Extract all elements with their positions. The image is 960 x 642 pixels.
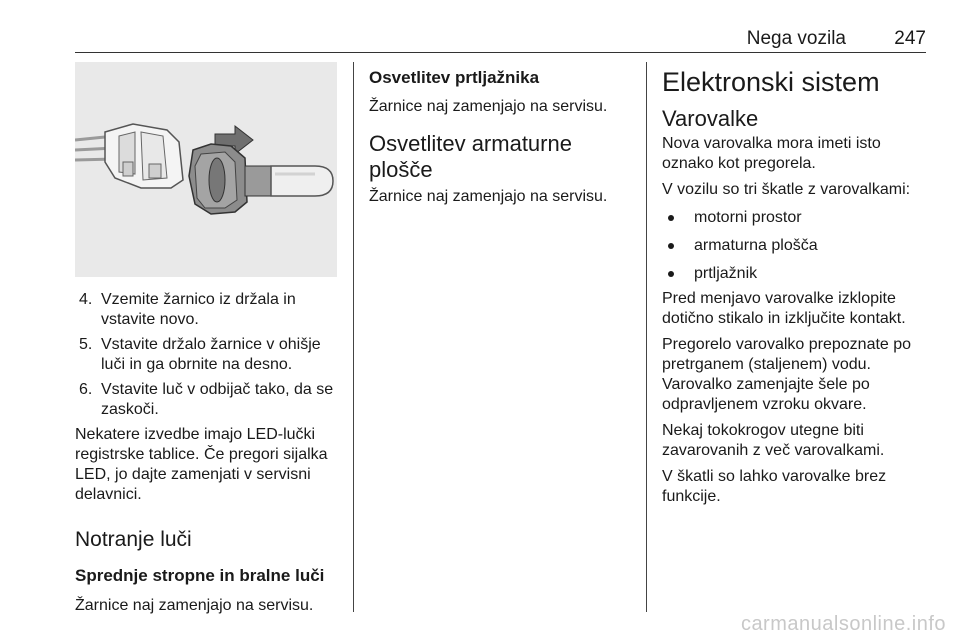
trunk-light-heading: Osvetlitev prtljažnika <box>369 68 540 87</box>
steps-list <box>75 290 340 420</box>
list-item-text: armaturna plošča <box>694 237 818 254</box>
dashboard-light-heading: Osvetlitev armaturne plošče <box>369 131 572 182</box>
list-item-text: prtljažnik <box>694 265 758 282</box>
fuse-paragraph-1: Nova varovalka mora imeti isto oznako kot pregorela. <box>662 135 881 172</box>
header-rule <box>75 52 926 53</box>
subheading: Sprednje stropne in bralne luči <box>75 566 325 585</box>
step-number: 5. <box>79 336 93 353</box>
fuse-paragraph-5: Nekaj tokokrogov utegne biti zavarovanih z več varovalkami. <box>662 422 885 459</box>
fuse-paragraph-2: V vozilu so tri škatle z varovalkami: <box>662 181 911 198</box>
list-item-text: motorni prostor <box>694 209 802 226</box>
list-item <box>662 264 932 284</box>
chapter-title: Nega vozila <box>746 28 846 49</box>
bullet-icon <box>668 271 674 277</box>
list-item <box>662 208 932 228</box>
fuse-box-list <box>662 208 932 284</box>
dashboard-light-text: Žarnice naj zamenjajo na servisu. <box>369 188 608 205</box>
fuse-paragraph-3: Pred menjavo varovalke izklopite dotično stikalo in izključite kontakt. <box>662 290 906 327</box>
fuse-paragraph-6: V škatli so lahko varovalke brez funkcije. <box>662 468 887 505</box>
section-heading: Notranje luči <box>75 528 192 551</box>
column-divider <box>646 62 647 612</box>
step-item <box>75 290 340 330</box>
bullet-icon <box>668 243 674 249</box>
subtext: Žarnice naj zamenjajo na servisu. <box>75 597 314 614</box>
left-column <box>75 290 340 616</box>
middle-column <box>369 67 639 207</box>
bulb-holder-illustration <box>75 62 337 277</box>
right-column <box>662 66 932 507</box>
page-number: 247 <box>894 28 926 49</box>
site-watermark: carmanualsonline.info <box>740 613 946 635</box>
page-header <box>75 22 926 50</box>
step-item <box>75 380 340 420</box>
trunk-light-text: Žarnice naj zamenjajo na servisu. <box>369 98 608 115</box>
list-item <box>662 236 932 256</box>
step-item <box>75 335 340 375</box>
bulb-holder-drawing <box>75 62 337 277</box>
step-text: Vstavite držalo žarnice v ohišje luči in ga obrnite na desno. <box>101 336 321 373</box>
step-text: Vstavite luč v odbijač tako, da se zaskoči. <box>101 381 334 418</box>
electronics-heading: Elektronski sistem <box>662 67 880 97</box>
step-text: Vzemite žarnico iz držala in vstavite novo. <box>101 291 296 328</box>
led-paragraph: Nekatere izvedbe imajo LED-lučki registrske tablice. Če pregori sijalka LED, jo dajte zamenjati v servisni delavnici. <box>75 426 328 503</box>
column-divider <box>353 62 354 612</box>
step-number: 4. <box>79 291 93 308</box>
step-number: 6. <box>79 381 93 398</box>
fuse-paragraph-4: Pregorelo varovalko prepoznate po pretrganem (staljenem) vodu. Varovalko zamenjajte šele po odpravljenem vzroku okvare. <box>662 336 912 413</box>
bullet-icon <box>668 215 674 221</box>
fuses-heading: Varovalke <box>662 106 759 131</box>
